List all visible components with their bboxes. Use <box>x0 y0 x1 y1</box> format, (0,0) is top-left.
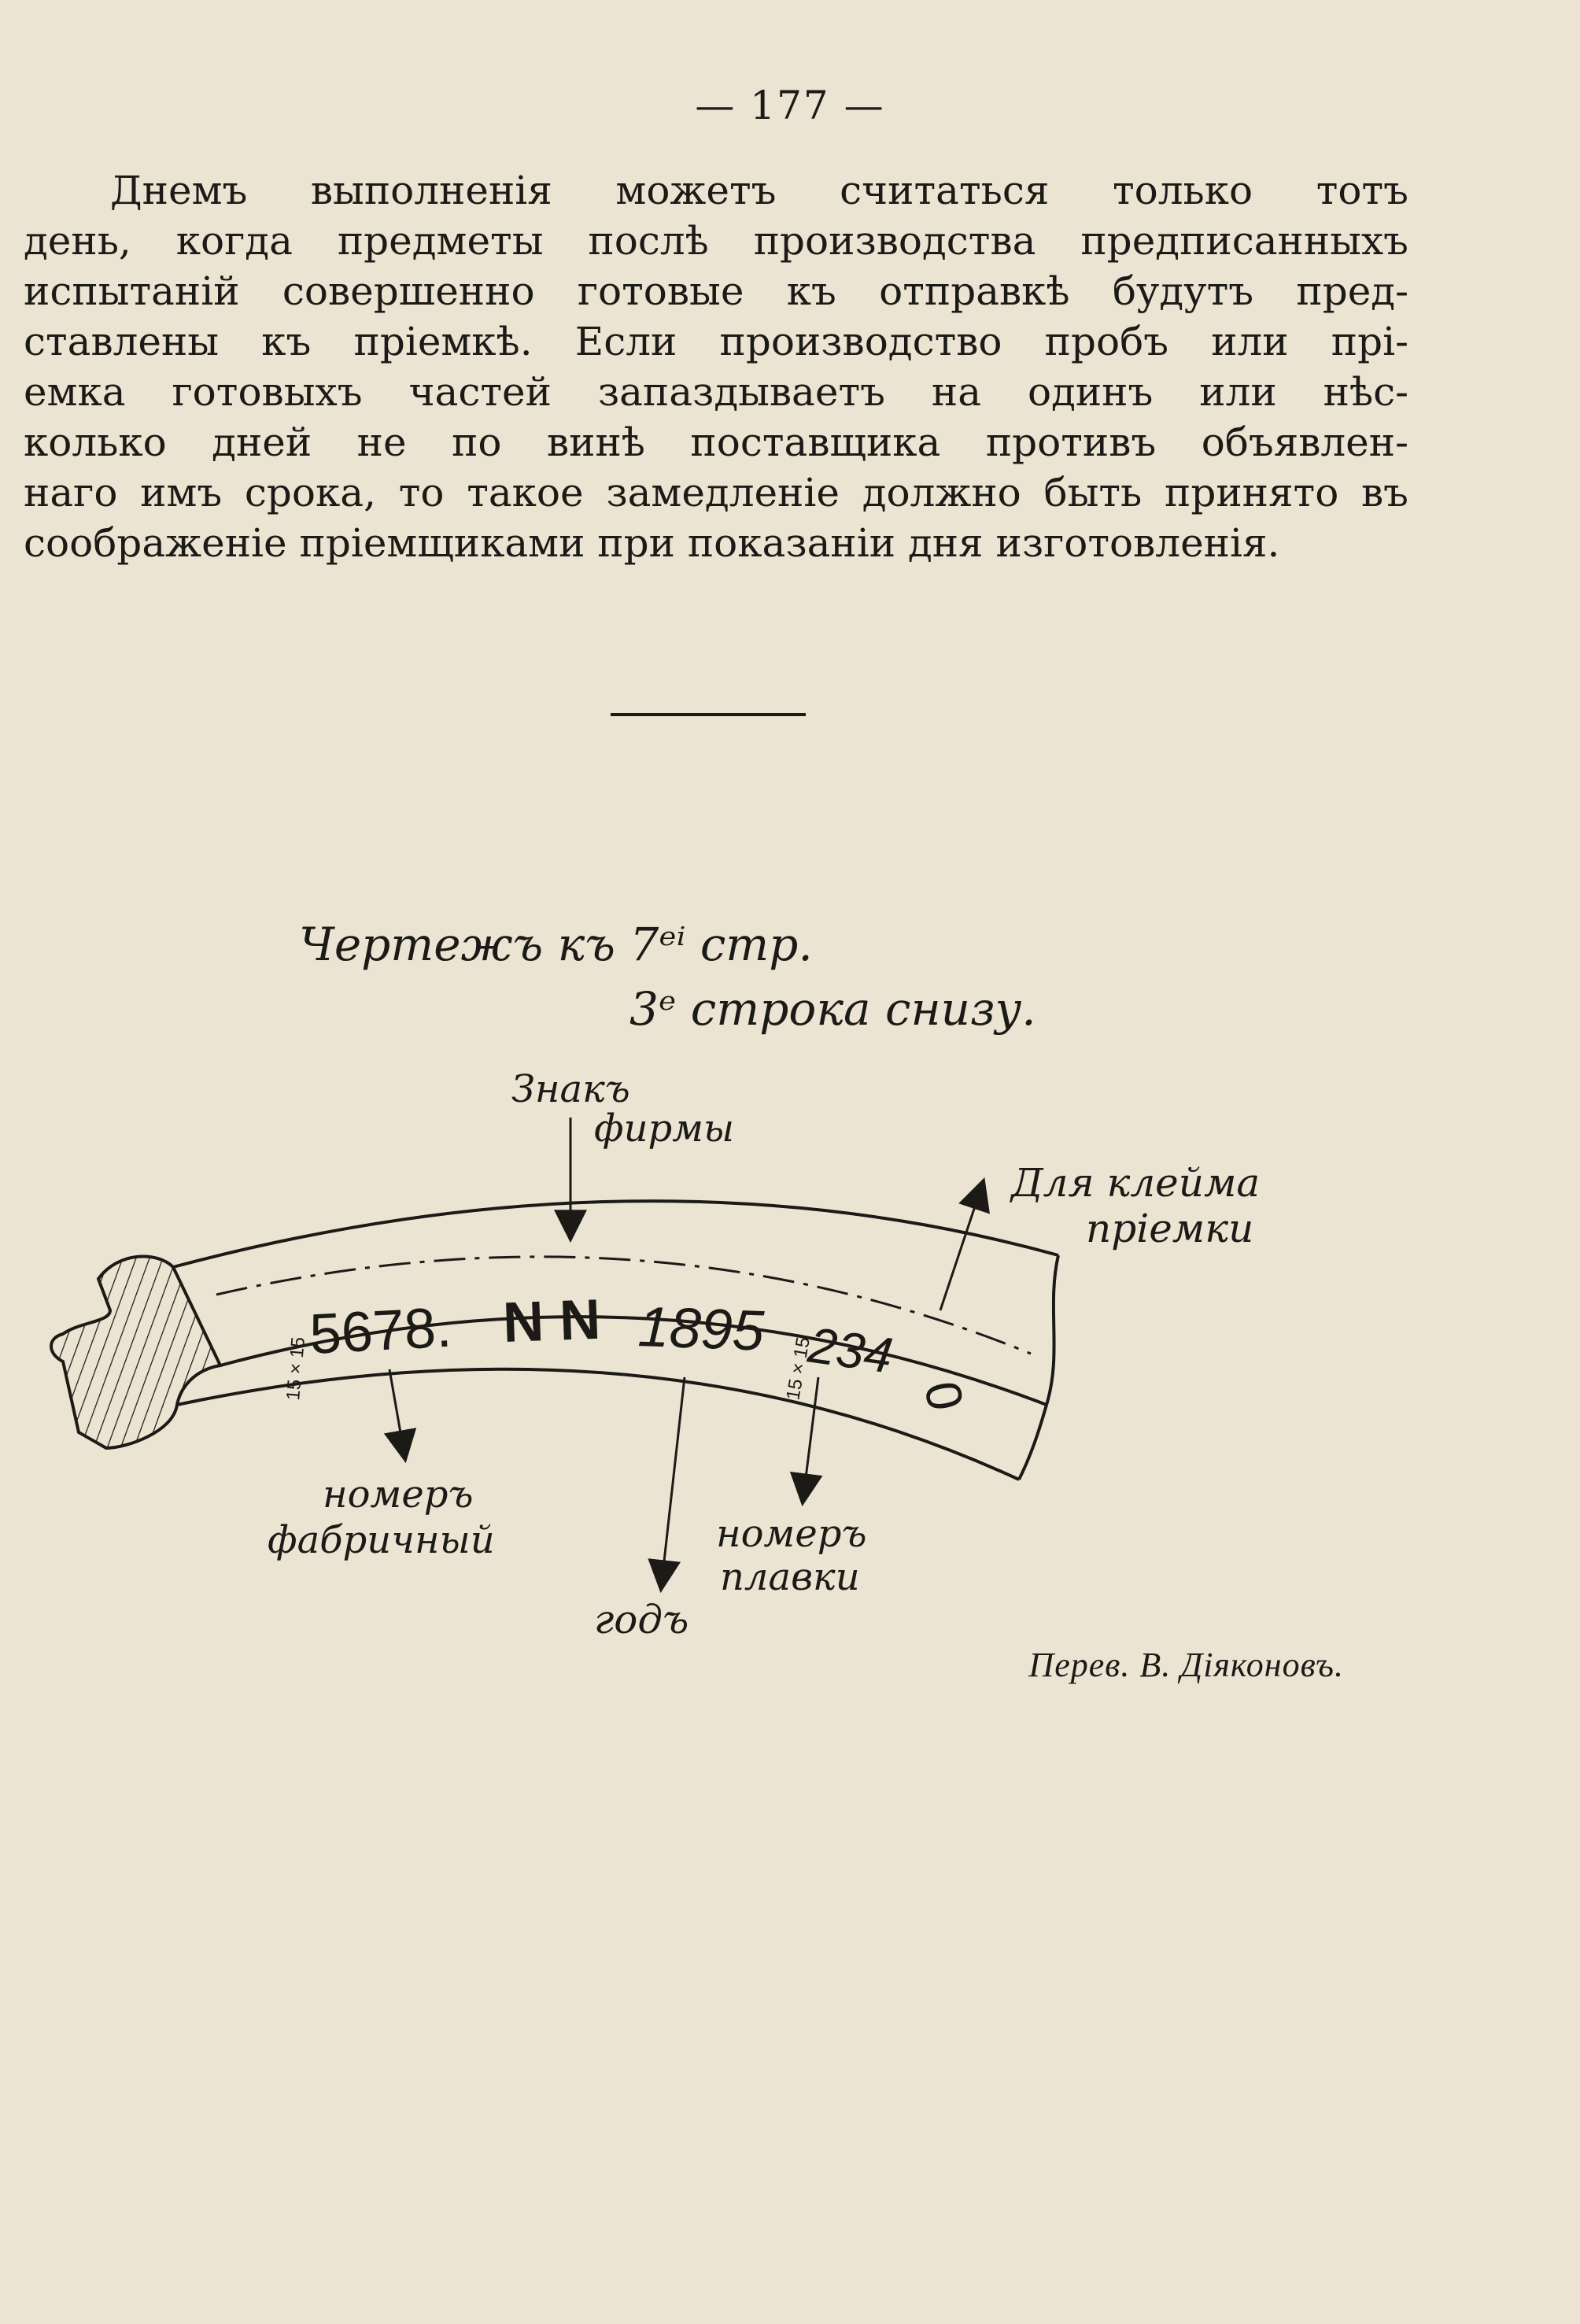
translator-signature: Перев. В. Діяконовъ. <box>1028 1646 1344 1684</box>
paragraph-line: емка готовыхъ частей запаздываетъ на одинъ или нѣс- <box>24 369 1408 415</box>
arrow-melt-number <box>803 1377 818 1503</box>
drawing-caption-line2: 3ᵉ строка снизу. <box>629 982 1036 1036</box>
paragraph-line: испытаній совершенно готовые къ отправкѣ будутъ пред- <box>24 268 1408 314</box>
size-annotation-left: 15 × 15 <box>282 1336 310 1402</box>
label-acceptance-stamp: Для клейма <box>1011 1160 1261 1206</box>
drawing-caption-line1: Чертежъ къ 7ᵉⁱ стр. <box>299 918 813 971</box>
stamp-acceptance-mark: 0 <box>914 1376 975 1415</box>
paragraph-line: наго имъ срока, то такое замедленіе должно быть принято въ <box>24 470 1408 515</box>
arrow-acceptance-stamp <box>940 1180 984 1310</box>
stamp-firm-mark: N N <box>501 1288 602 1354</box>
label-melt-number-2: плавки <box>720 1555 860 1599</box>
paragraph-line: колько дней не по винѣ поставщика противъ объявлен- <box>24 419 1408 465</box>
label-year: годъ <box>594 1597 689 1642</box>
label-melt-number: номеръ <box>716 1512 867 1556</box>
paragraph-line: день, когда предметы послѣ производства предписанныхъ <box>24 218 1408 264</box>
body-paragraph <box>24 165 1408 568</box>
arrow-factory-number <box>389 1369 405 1460</box>
marking-drawing <box>31 881 1369 1708</box>
page-number: — 177 — <box>695 83 885 128</box>
stamp-factory-number: 5678. <box>308 1295 453 1366</box>
paragraph-line: Днемъ выполненія можетъ считаться только тотъ <box>110 168 1408 213</box>
label-acceptance-stamp-2: пріемки <box>1086 1206 1254 1251</box>
rail-outer-edge <box>173 1201 1058 1267</box>
stamp-year: 1895 <box>637 1295 766 1363</box>
label-factory-number: номеръ <box>323 1472 474 1517</box>
arrow-year <box>661 1377 685 1590</box>
size-annotation-right: 15 × 15 <box>782 1335 814 1402</box>
label-firm-mark: Знакъ <box>511 1067 630 1111</box>
stamp-melt-number: 234 <box>805 1316 896 1384</box>
paragraph-line: соображеніе пріемщиками при показаніи дня изготовленія. <box>24 520 1280 566</box>
rail-cross-section <box>51 1256 220 1448</box>
label-firm-mark-2: фирмы <box>594 1107 735 1151</box>
rail-break-line <box>1019 1255 1058 1480</box>
paragraph-line: ставлены къ пріемкѣ. Если производство пробъ или прі- <box>24 319 1408 364</box>
label-factory-number-2: фабричный <box>268 1518 495 1562</box>
section-divider <box>611 713 806 716</box>
